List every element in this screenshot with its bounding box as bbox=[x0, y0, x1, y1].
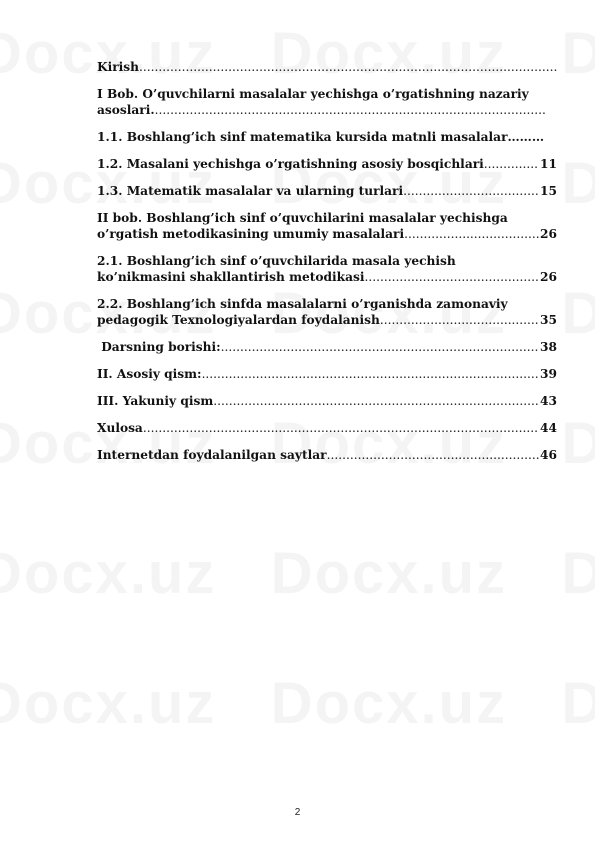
toc-leader-dots bbox=[365, 269, 540, 285]
toc-page-number: 38 bbox=[540, 340, 557, 354]
toc-page-number: 26 bbox=[540, 270, 557, 284]
toc-entry-darsning-borishi[interactable] bbox=[97, 339, 557, 355]
toc-leader-dots bbox=[404, 226, 539, 242]
toc-page-number: 35 bbox=[540, 313, 557, 327]
toc-entry-title-line1: II bob. Boshlang’ich sinf o’quvchilarini masalalar yechishga bbox=[97, 211, 508, 225]
toc-leader-dots bbox=[139, 59, 557, 75]
toc-entry-title: o’rgatish metodikasining umumiy masalalari bbox=[97, 227, 405, 241]
toc-leader-dots bbox=[202, 366, 539, 382]
toc-entry-1-1[interactable] bbox=[97, 129, 557, 145]
table-of-contents bbox=[97, 59, 557, 474]
toc-entry-title: Internetdan foydalanilgan saytlar bbox=[97, 448, 327, 462]
toc-entry-title-line1: 2.1. Boshlang’ich sinf o’quvchilarida masala yechish bbox=[97, 254, 456, 268]
toc-entry-1-2[interactable] bbox=[97, 156, 557, 172]
toc-entry-chapter-1[interactable] bbox=[97, 86, 557, 118]
toc-entry-title: II. Asosiy qism: bbox=[97, 367, 202, 381]
toc-entry-title: Darsning borishi: bbox=[97, 340, 221, 354]
toc-leader-dots bbox=[221, 339, 539, 355]
toc-entry-title: Xulosa bbox=[97, 421, 143, 435]
toc-entry-internet-sources[interactable] bbox=[97, 447, 557, 463]
toc-entry-2-2[interactable] bbox=[97, 296, 557, 328]
toc-page-number: 15 bbox=[540, 184, 557, 198]
toc-entry-title: asoslari. bbox=[97, 103, 155, 117]
toc-page-number: 43 bbox=[540, 394, 557, 408]
toc-page-number: 26 bbox=[540, 227, 557, 241]
toc-entry-kirish[interactable] bbox=[97, 59, 557, 75]
toc-leader-dots bbox=[327, 447, 539, 463]
toc-page-number: 11 bbox=[540, 157, 557, 171]
toc-page-number: 46 bbox=[540, 448, 557, 462]
toc-leader-dots bbox=[380, 312, 539, 328]
toc-entry-2-1[interactable] bbox=[97, 253, 557, 285]
toc-entry-title: ko’nikmasini shakllantirish metodikasi bbox=[97, 270, 365, 284]
toc-entry-yakuniy-qism[interactable] bbox=[97, 393, 557, 409]
toc-leader-dots bbox=[484, 156, 539, 172]
toc-entry-chapter-2[interactable] bbox=[97, 210, 557, 242]
page-number: 2 bbox=[294, 807, 301, 818]
toc-entry-title: Kirish bbox=[97, 60, 139, 74]
toc-entry-title: 1.3. Matematik masalalar va ularning turlari bbox=[97, 184, 404, 198]
toc-entry-asosiy-qism[interactable] bbox=[97, 366, 557, 382]
toc-entry-title: 1.1. Boshlang’ich sinf matematika kursida matnli masalalar……… bbox=[97, 130, 545, 144]
toc-entry-xulosa[interactable] bbox=[97, 420, 557, 436]
toc-entry-title: 1.2. Masalani yechishga o’rgatishning asosiy bosqichlari bbox=[97, 157, 484, 171]
toc-entry-title-line1: I Bob. O’quvchilarni masalalar yechishga o’rgatishning nazariy bbox=[97, 87, 529, 101]
toc-page-number: 39 bbox=[540, 367, 557, 381]
toc-entry-title: pedagogik Texnologiyalardan foydalanish bbox=[97, 313, 380, 327]
toc-entry-title: III. Yakuniy qism bbox=[97, 394, 214, 408]
toc-leader-dots bbox=[143, 420, 539, 436]
toc-leader-dots bbox=[155, 102, 545, 118]
toc-entry-title-line1: 2.2. Boshlang’ich sinfda masalalarni o’rganishda zamonaviy bbox=[97, 297, 508, 311]
toc-leader-dots bbox=[403, 183, 539, 199]
toc-page-number: 44 bbox=[540, 421, 557, 435]
toc-entry-1-3[interactable] bbox=[97, 183, 557, 199]
toc-leader-dots bbox=[213, 393, 539, 409]
